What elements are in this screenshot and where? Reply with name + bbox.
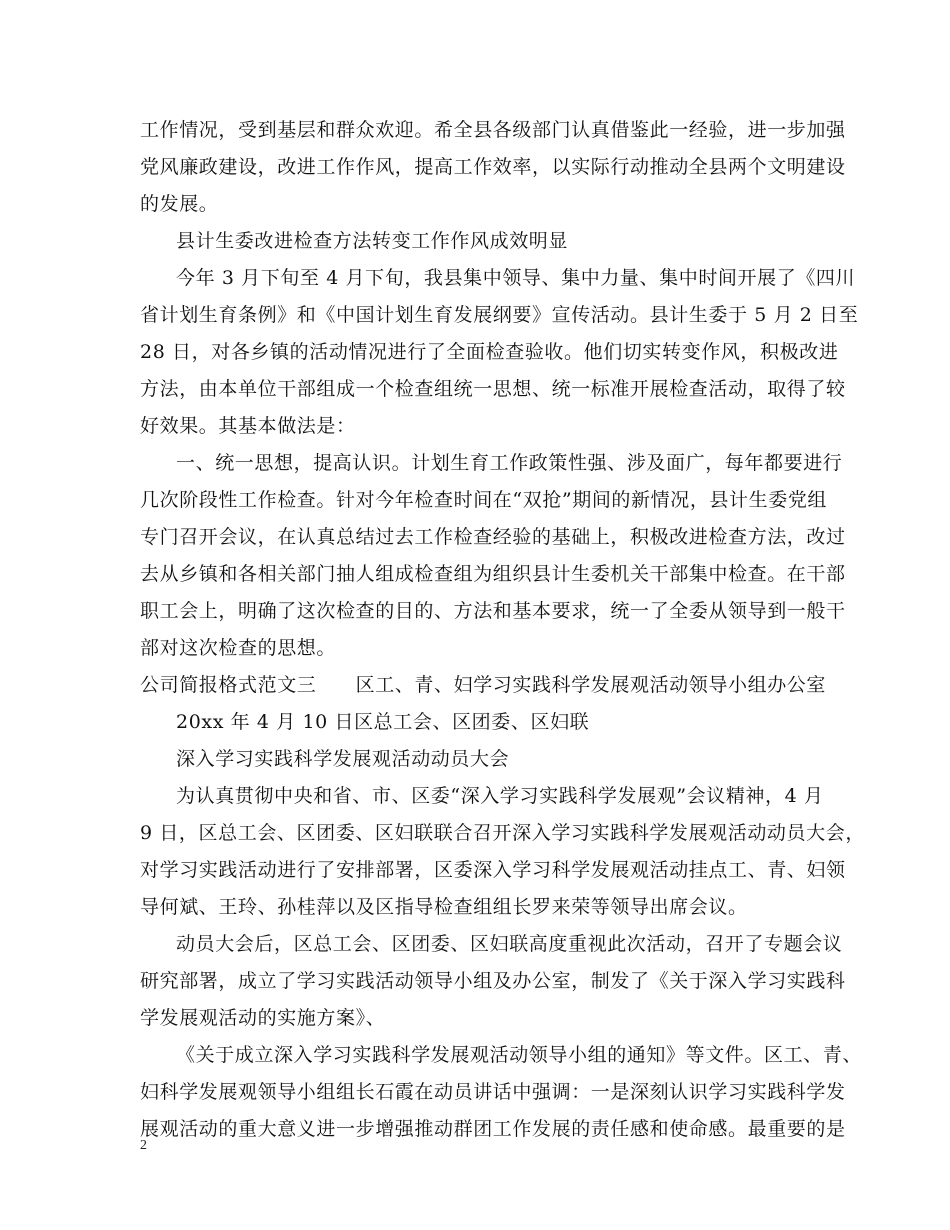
page-number: 2 xyxy=(140,1138,147,1153)
text-line: 去从乡镇和各相关部门抽人组成检查组为组织县计生委机关干部集中检查。在干部 xyxy=(140,563,846,585)
section-heading: 公司简报格式范文三 区工、青、妇学习实践科学发展观活动领导小组办公室 xyxy=(140,674,827,696)
text-line: 导何斌、王玲、孙桂萍以及区指导检查组组长罗来荣等领导出席会议。 xyxy=(140,896,748,918)
text-line: 党风廉政建设，改进工作作风，提高工作效率，以实际行动推动全县两个文明建设 xyxy=(140,156,846,178)
text-line: 为认真贯彻中央和省、市、区委“深入学习实践科学发展观”会议精神，4 月 xyxy=(176,785,824,807)
text-line: 9 日，区总工会、区团委、区妇联联合召开深入学习实践科学发展观活动动员大会， xyxy=(140,822,865,844)
text-line: 28 日，对各乡镇的活动情况进行了全面检查验收。他们切实转变作风，积极改进 xyxy=(140,341,839,363)
text-line: 研究部署，成立了学习实践活动领导小组及办公室，制发了《关于深入学习实践科 xyxy=(140,970,846,992)
text-line: 《关于成立深入学习实践科学发展观活动领导小组的通知》等文件。区工、青、 xyxy=(176,1044,863,1066)
text-line: 今年 3 月下旬至 4 月下旬，我县集中领导、集中力量、集中时间开展了《四川 xyxy=(176,267,856,289)
text-line: 工作情况，受到基层和群众欢迎。希全县各级部门认真借鉴此一经验，进一步加强 xyxy=(140,119,846,141)
section-heading: 县计生委改进检查方法转变工作作风成效明显 xyxy=(176,230,569,252)
text-line: 职工会上，明确了这次检查的目的、方法和基本要求，统一了全委从领导到一般干 xyxy=(140,600,846,622)
text-line: 一、统一思想，提高认识。计划生育工作政策性强、涉及面广，每年都要进行 xyxy=(176,452,843,474)
text-line: 动员大会后，区总工会、区团委、区妇联高度重视此次活动，召开了专题会议 xyxy=(176,933,843,955)
text-line: 对学习实践活动进行了安排部署，区委深入学习科学发展观活动挂点工、青、妇领 xyxy=(140,859,846,881)
text-line: 展观活动的重大意义进一步增强推动群团工作发展的责任感和使命感。最重要的是 xyxy=(140,1118,846,1140)
text-line: 省计划生育条例》和《中国计划生育发展纲要》宣传活动。县计生委于 5 月 2 日至 xyxy=(140,304,859,326)
section-heading: 深入学习实践科学发展观活动动员大会 xyxy=(176,748,510,770)
text-line: 方法，由本单位干部组成一个检查组统一思想、统一标准开展检查活动，取得了较 xyxy=(140,378,846,400)
text-line: 的发展。 xyxy=(140,193,219,215)
text-line: 学发展观活动的实施方案》、 xyxy=(140,1007,386,1029)
text-line: 20xx 年 4 月 10 日区总工会、区团委、区妇联 xyxy=(176,711,590,733)
text-line: 妇科学发展观领导小组组长石霞在动员讲话中强调：一是深刻认识学习实践科学发 xyxy=(140,1081,846,1103)
text-line: 部对这次检查的思想。 xyxy=(140,637,337,659)
text-line: 好效果。其基本做法是： xyxy=(140,415,356,437)
text-line: 专门召开会议，在认真总结过去工作检查经验的基础上，积极改进检查方法，改过 xyxy=(140,526,846,548)
text-line: 几次阶段性工作检查。针对今年检查时间在“双抢”期间的新情况，县计生委党组 xyxy=(140,489,828,511)
